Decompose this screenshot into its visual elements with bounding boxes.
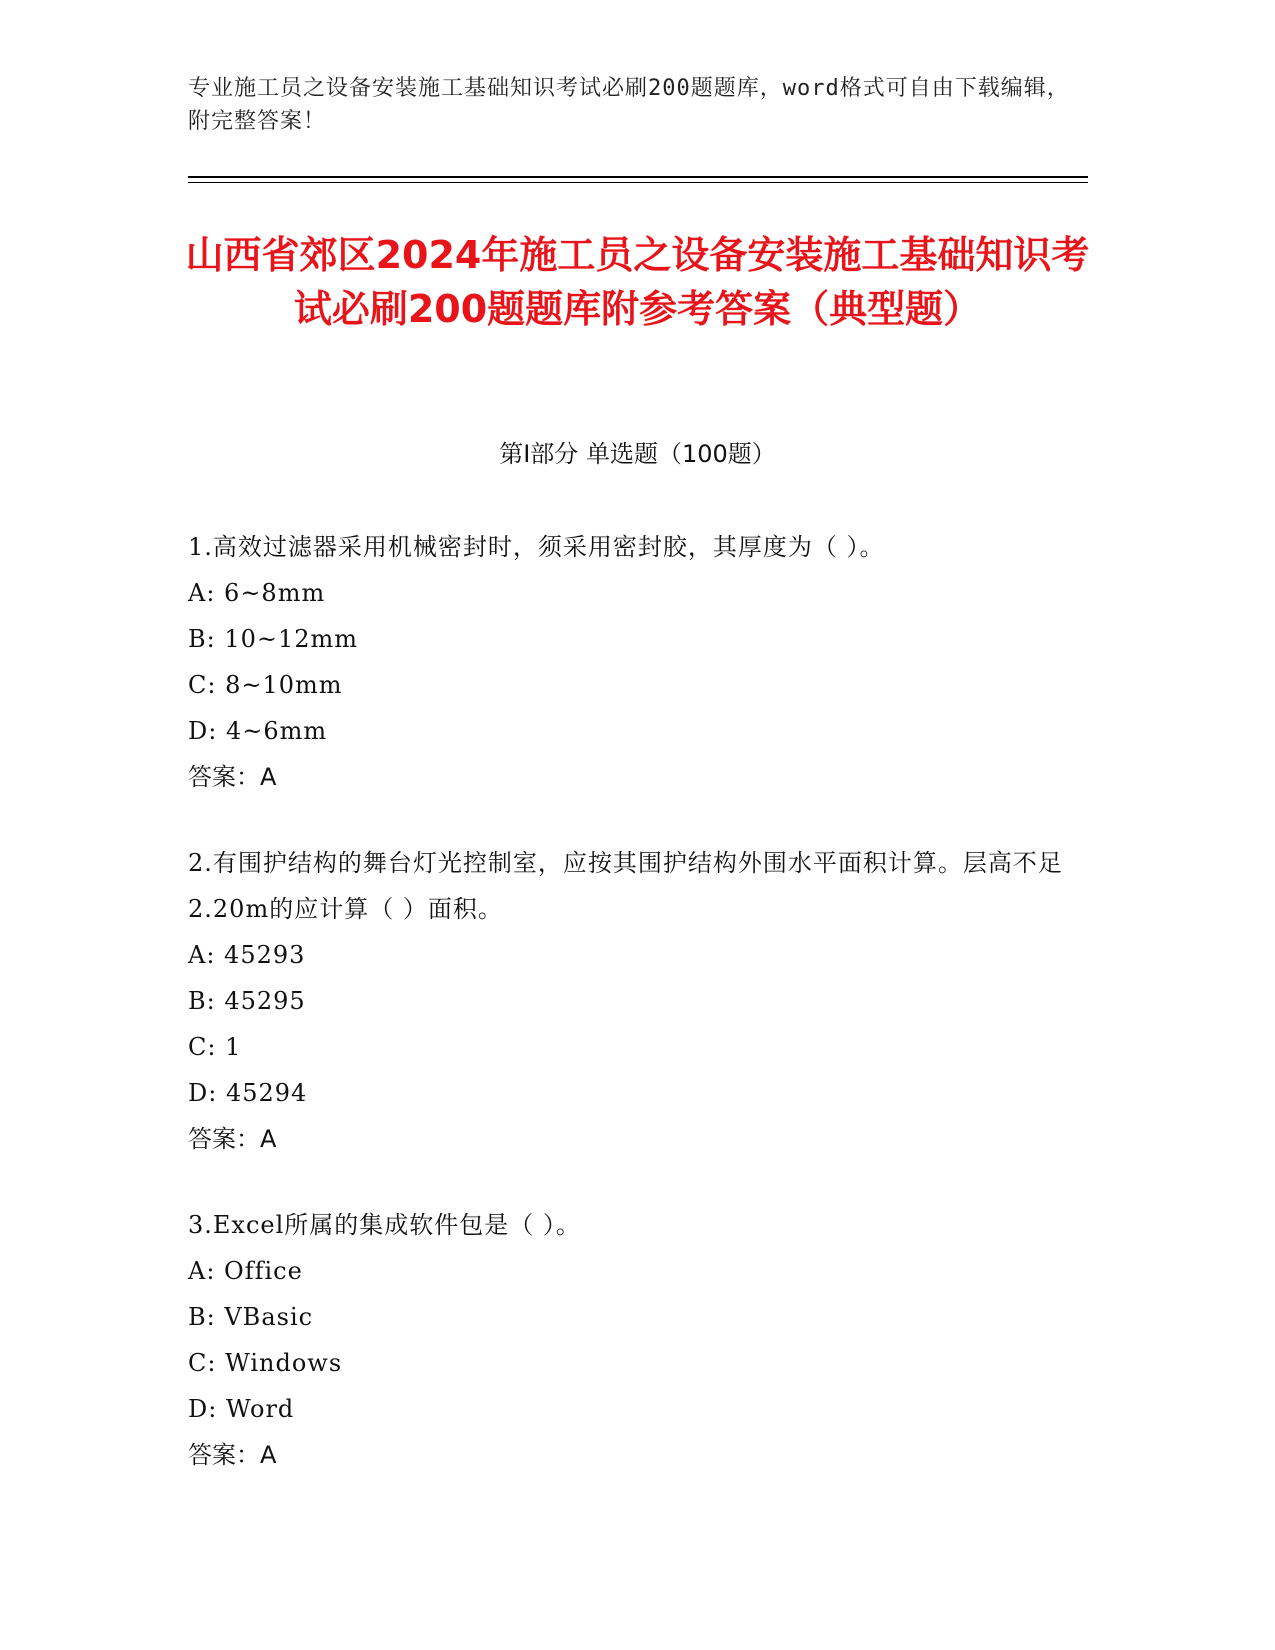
option-c: C: Windows xyxy=(188,1349,343,1377)
question-list xyxy=(188,524,1088,1518)
document-title: 山西省郊区2024年施工员之设备安装施工基础知识考试必刷200题题库附参考答案（典型题） xyxy=(185,233,1090,331)
question-stem: 3.Excel所属的集成软件包是（ ）。 xyxy=(188,1211,581,1239)
answer: 答案：A xyxy=(188,1125,277,1153)
option-b: B: 10~12mm xyxy=(188,625,359,653)
header-note: 专业施工员之设备安装施工基础知识考试必刷200题题库，word格式可自由下载编辑，附完整答案！ xyxy=(188,76,1070,134)
option-d: D: 45294 xyxy=(188,1079,308,1107)
option-d: D: 4~6mm xyxy=(188,717,328,745)
question-stem: 1.高效过滤器采用机械密封时，须采用密封胶，其厚度为（ ）。 xyxy=(188,533,885,561)
question-3 xyxy=(188,1202,1088,1478)
answer: 答案：A xyxy=(188,763,277,791)
option-b: B: 45295 xyxy=(188,987,306,1015)
option-a: A: 45293 xyxy=(188,941,306,969)
option-c: C: 1 xyxy=(188,1033,242,1061)
option-a: A: 6~8mm xyxy=(188,579,326,607)
answer: 答案：A xyxy=(188,1441,277,1469)
header-rule-thick xyxy=(188,176,1088,178)
option-a: A: Office xyxy=(188,1257,303,1285)
question-2 xyxy=(188,840,1088,1162)
header-rule-thin xyxy=(188,182,1088,183)
option-b: B: VBasic xyxy=(188,1303,314,1331)
section-heading: 第I部分 单选题（100题） xyxy=(499,440,776,468)
question-1 xyxy=(188,524,1088,800)
option-d: D: Word xyxy=(188,1395,295,1423)
option-c: C: 8~10mm xyxy=(188,671,343,699)
question-stem: 2.有围护结构的舞台灯光控制室，应按其围护结构外围水平面积计算。层高不足2.20m的应计算（ ）面积。 xyxy=(188,849,1063,923)
